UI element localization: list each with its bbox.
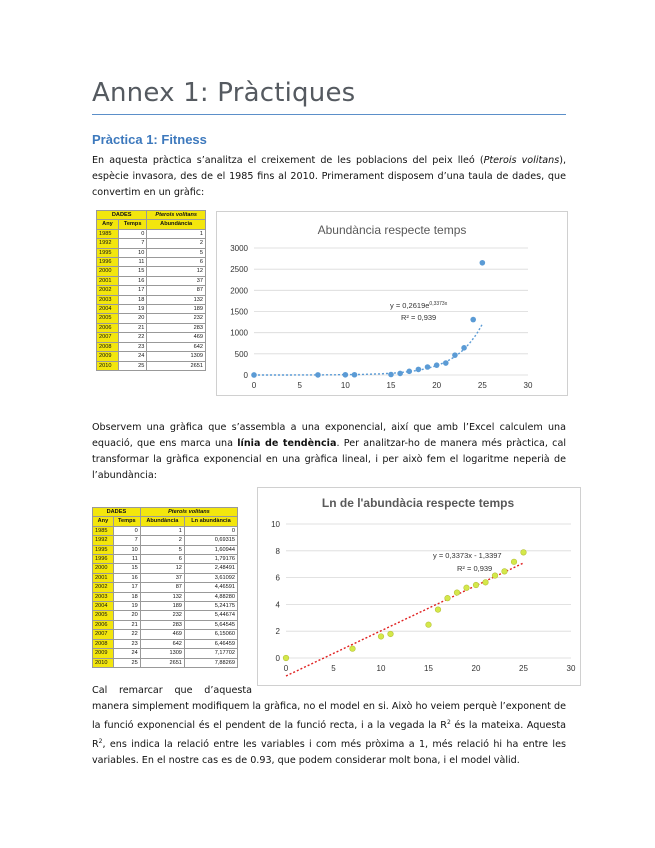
closing-paragraph — [92, 699, 566, 769]
table-cell: 6,15060 — [184, 630, 237, 639]
data-point — [425, 364, 431, 370]
x-tick-label: 10 — [340, 381, 350, 390]
x-tick-label: 0 — [283, 664, 289, 673]
table-cell: 642 — [147, 342, 206, 351]
data-point — [434, 362, 440, 368]
table-cell: 132 — [140, 592, 184, 601]
table-cell: 5,64545 — [184, 620, 237, 629]
data-point — [464, 585, 470, 591]
table-cell: 283 — [147, 323, 206, 332]
data-point — [461, 345, 467, 351]
table-header: Temps — [113, 517, 140, 526]
table-row — [97, 314, 206, 323]
chart-1-frame — [216, 211, 568, 396]
data-point — [511, 559, 517, 565]
table-row — [93, 620, 238, 629]
table-row — [97, 323, 206, 332]
data-point — [416, 367, 422, 373]
table-cell: 21 — [113, 620, 140, 629]
table-cell: 87 — [147, 286, 206, 295]
x-tick-label: 25 — [477, 381, 487, 390]
table-cell: 232 — [140, 611, 184, 620]
y-tick-label: 2500 — [230, 265, 248, 275]
intro-text-1: En aquesta pràctica s’analitza el creixement de les poblacions del peix lleó ( — [92, 155, 484, 166]
table-cell: 2,48491 — [184, 564, 237, 573]
table-cell: 20 — [113, 611, 140, 620]
data-point — [352, 372, 358, 378]
table-cell: 15 — [118, 267, 146, 276]
table-cell: 19 — [113, 602, 140, 611]
table-row — [93, 545, 238, 554]
x-tick-label: 30 — [523, 381, 533, 390]
table-cell: 2003 — [97, 295, 119, 304]
table-cell: 2009 — [97, 352, 119, 361]
table-row — [93, 658, 238, 667]
x-tick-label: 30 — [566, 664, 576, 673]
table-row — [93, 602, 238, 611]
data-point — [492, 573, 498, 579]
data-point — [502, 569, 508, 575]
table-cell: 10 — [113, 545, 140, 554]
intro-species: Pterois volitans — [483, 155, 560, 166]
table-header: Abundància — [140, 517, 184, 526]
table-row — [93, 573, 238, 582]
table-row — [93, 564, 238, 573]
table-row — [93, 639, 238, 648]
table-cell: 37 — [140, 573, 184, 582]
y-tick-label: 1000 — [230, 328, 248, 338]
data-point — [388, 372, 394, 378]
y-tick-label: 1500 — [230, 307, 248, 317]
table-cell: 2003 — [93, 592, 114, 601]
table-cell: 189 — [147, 305, 206, 314]
trendline-equation: y = 0,3373x - 1,3397 — [433, 551, 502, 560]
data-point — [483, 580, 489, 586]
table-cell: 18 — [118, 295, 146, 304]
closing-lead: Cal remarcar que d’aquesta — [92, 685, 252, 696]
middle-text-2: . Per analitzar-ho de manera més pràctica, cal transformar la gràfica exponencial en una gràfica lineal, i per això fem el logaritme neperià de l’abundància: — [92, 438, 567, 481]
x-tick-label: 20 — [471, 664, 481, 673]
table-row — [97, 267, 206, 276]
table-cell: 5,24175 — [184, 602, 237, 611]
table-cell: 2007 — [93, 630, 114, 639]
table-row — [97, 295, 206, 304]
table-header: Any — [93, 517, 114, 526]
y-tick-label: 8 — [275, 546, 280, 556]
table-cell: 1992 — [93, 536, 114, 545]
table-cell: 132 — [147, 295, 206, 304]
y-tick-label: 3000 — [230, 244, 248, 253]
table-cell: 2009 — [93, 649, 114, 658]
x-tick-label: 0 — [251, 381, 257, 390]
chart-2-frame — [257, 487, 581, 686]
table-cell: 2651 — [140, 658, 184, 667]
table-cell: 1996 — [93, 555, 114, 564]
table-cell: 469 — [140, 630, 184, 639]
table-cell: 18 — [113, 592, 140, 601]
table-cell: 2008 — [93, 639, 114, 648]
table-cell: 5 — [140, 545, 184, 554]
table-cell: 2010 — [97, 361, 119, 370]
table-row — [97, 361, 206, 370]
data-table-2 — [92, 507, 238, 668]
table-cell: 10 — [118, 248, 146, 257]
closing-text-2: és la mateixa. Aquesta R — [92, 720, 566, 751]
table-cell: 2010 — [93, 658, 114, 667]
table-cell: 2007 — [97, 333, 119, 342]
table-cell: 11 — [118, 258, 146, 267]
trendline — [254, 324, 482, 375]
table-cell: 189 — [140, 602, 184, 611]
table-cell: 2 — [147, 239, 206, 248]
table-cell: 25 — [118, 361, 146, 370]
table-cell: 2001 — [93, 573, 114, 582]
table-row — [93, 555, 238, 564]
y-tick-label: 2 — [275, 627, 280, 637]
table-cell: 2002 — [97, 286, 119, 295]
table-cell: 1,60944 — [184, 545, 237, 554]
middle-paragraph — [92, 420, 566, 484]
table-cell: 22 — [118, 333, 146, 342]
y-tick-label: 6 — [275, 573, 280, 583]
data-point — [443, 360, 449, 366]
table-cell: 2000 — [93, 564, 114, 573]
table-cell: 4,88280 — [184, 592, 237, 601]
chart-1 — [217, 212, 567, 395]
data-point — [454, 590, 460, 596]
x-tick-label: 20 — [432, 381, 442, 390]
table-row — [93, 536, 238, 545]
table-cell: 2006 — [97, 323, 119, 332]
y-tick-label: 4 — [275, 600, 280, 610]
table-cell: 7 — [118, 239, 146, 248]
table-cell: 16 — [113, 573, 140, 582]
table-cell: 2005 — [97, 314, 119, 323]
data-point — [378, 634, 384, 640]
table-row — [97, 352, 206, 361]
data-table-1 — [96, 210, 206, 371]
table-cell: 2651 — [147, 361, 206, 370]
table-cell: 2 — [140, 536, 184, 545]
x-tick-label: 5 — [297, 381, 302, 390]
data-point — [406, 369, 412, 375]
table-cell: 2004 — [93, 602, 114, 611]
table-cell: 12 — [147, 267, 206, 276]
table-header: Any — [97, 220, 119, 229]
y-tick-label: 500 — [234, 349, 248, 359]
table-cell: 37 — [147, 276, 206, 285]
data-point — [521, 550, 527, 556]
table-cell: 16 — [118, 276, 146, 285]
table-row — [97, 276, 206, 285]
page-heading: Annex 1: Pràctiques — [92, 78, 356, 108]
table-row — [93, 630, 238, 639]
table-cell: 232 — [147, 314, 206, 323]
table-cell: 1992 — [97, 239, 119, 248]
table-row — [93, 592, 238, 601]
table-row — [93, 611, 238, 620]
table-cell: 1995 — [97, 248, 119, 257]
table-cell: 11 — [113, 555, 140, 564]
closing-text-3: , ens indica la relació entre les variables i com més pròxima a 1, més relació hi ha entre les variables. En el nostre cas es de 0.93, que podem considerar molt bona, i el model vàlid. — [92, 739, 566, 767]
table-cell: 1 — [147, 229, 206, 238]
table-cell: 12 — [140, 564, 184, 573]
table-cell: 20 — [118, 314, 146, 323]
data-point — [435, 607, 441, 613]
table-cell: 2006 — [93, 620, 114, 629]
table-cell: 24 — [118, 352, 146, 361]
table-cell: 1309 — [147, 352, 206, 361]
table-cell: 4,46591 — [184, 583, 237, 592]
x-tick-label: 5 — [331, 664, 336, 673]
table-cell: 17 — [113, 583, 140, 592]
table-cell: 25 — [113, 658, 140, 667]
table-cell: 6,46459 — [184, 639, 237, 648]
table-cell: 5 — [147, 248, 206, 257]
table-cell: 0 — [184, 526, 237, 535]
table-row — [97, 333, 206, 342]
table-title: DADES — [97, 211, 147, 220]
table-cell: 1,79176 — [184, 555, 237, 564]
data-point — [397, 371, 403, 377]
data-point — [473, 582, 479, 588]
heading-divider — [92, 114, 566, 115]
table-cell: 1309 — [140, 649, 184, 658]
data-point — [251, 372, 257, 378]
table-cell: 2000 — [97, 267, 119, 276]
x-tick-label: 15 — [424, 664, 433, 673]
table-cell: 6 — [147, 258, 206, 267]
table-cell: 24 — [113, 649, 140, 658]
table-cell: 1985 — [93, 526, 114, 535]
closing-text-1: manera simplement modifiquem la gràfica, no el model en si. Això ho veiem perquè l’exponent de la funció exponencial és el pendent de la funció recta, i a la vegada la R — [92, 701, 566, 732]
table-cell: 0,69315 — [184, 536, 237, 545]
table-cell: 2008 — [97, 342, 119, 351]
table-cell: 17 — [118, 286, 146, 295]
table-cell: 22 — [113, 630, 140, 639]
table-cell: 2001 — [97, 276, 119, 285]
chart-title: Ln de l'abundàcia respecte temps — [321, 496, 515, 510]
y-tick-label: 0 — [243, 371, 248, 380]
middle-text-1: Observem una gràfica que s’assembla a una exponencial, així que amb l’Excel calculem una equació, que ens marca una — [92, 422, 566, 449]
table-cell: 0 — [113, 526, 140, 535]
table-title: DADES — [93, 508, 141, 517]
table-row — [97, 229, 206, 238]
table-species: Pterois volitans — [140, 508, 237, 517]
chart-title: Abundància respecte temps — [317, 223, 467, 237]
trendline — [283, 563, 524, 676]
table-cell: 1985 — [97, 229, 119, 238]
r-squared-label: R² = 0,939 — [457, 564, 493, 573]
table-cell: 7 — [113, 536, 140, 545]
table-header: Temps — [118, 220, 146, 229]
table-cell: 1 — [140, 526, 184, 535]
intro-text-2: ), espècie invasora, des de el 1985 fins al 2010. Primerament disposem d’una taula de dades, que convertim en un gràfic: — [92, 155, 566, 198]
table-cell: 469 — [147, 333, 206, 342]
data-point — [350, 646, 356, 652]
table-row — [97, 305, 206, 314]
table-header: Ln abundància — [184, 517, 237, 526]
table-cell: 2004 — [97, 305, 119, 314]
trendline-equation: $y = 0,2619e^{0,3373x}$ — [390, 301, 448, 310]
table-cell: 0 — [118, 229, 146, 238]
table-cell: 1995 — [93, 545, 114, 554]
table-cell: 21 — [118, 323, 146, 332]
table-cell: 642 — [140, 639, 184, 648]
chart-2 — [258, 488, 580, 685]
closing-sup-1: 2 — [446, 719, 451, 726]
intro-paragraph — [92, 153, 566, 201]
data-point — [470, 317, 476, 323]
y-tick-label: 10 — [271, 520, 280, 529]
table-row — [97, 239, 206, 248]
data-point — [283, 655, 289, 661]
table-row — [97, 342, 206, 351]
table-row — [97, 286, 206, 295]
table-cell: 15 — [113, 564, 140, 573]
table-cell: 283 — [140, 620, 184, 629]
x-tick-label: 25 — [519, 664, 528, 673]
table-row — [93, 649, 238, 658]
y-tick-label: 0 — [275, 654, 280, 663]
data-point — [480, 260, 486, 266]
table-cell: 7,88269 — [184, 658, 237, 667]
table-cell: 23 — [118, 342, 146, 351]
x-tick-label: 15 — [386, 381, 396, 390]
table-cell: 5,44674 — [184, 611, 237, 620]
r-squared-label: R² = 0,939 — [401, 313, 437, 322]
table-cell: 2002 — [93, 583, 114, 592]
table-cell: 7,17702 — [184, 649, 237, 658]
x-tick-label: 10 — [376, 664, 386, 673]
table-cell: 87 — [140, 583, 184, 592]
table-cell: 19 — [118, 305, 146, 314]
table-header: Abundància — [147, 220, 206, 229]
table-cell: 6 — [140, 555, 184, 564]
equation-exponent: 0,3373x — [429, 301, 448, 307]
data-point — [426, 622, 432, 628]
data-point — [445, 595, 451, 601]
data-point — [315, 372, 321, 378]
table-cell: 2005 — [93, 611, 114, 620]
table-row — [97, 248, 206, 257]
table-cell: 3,61092 — [184, 573, 237, 582]
data-point — [343, 372, 349, 378]
table-cell: 1996 — [97, 258, 119, 267]
data-point — [452, 352, 458, 358]
closing-sup-2: 2 — [98, 738, 103, 746]
section-title: Pràctica 1: Fitness — [92, 132, 207, 147]
table-row — [93, 583, 238, 592]
middle-bold: línia de tendència — [237, 438, 337, 449]
table-cell: 23 — [113, 639, 140, 648]
y-tick-label: 2000 — [230, 286, 248, 296]
table-row — [97, 258, 206, 267]
data-point — [388, 631, 394, 637]
table-species: Pterois volitans — [147, 211, 206, 220]
table-row — [93, 526, 238, 535]
